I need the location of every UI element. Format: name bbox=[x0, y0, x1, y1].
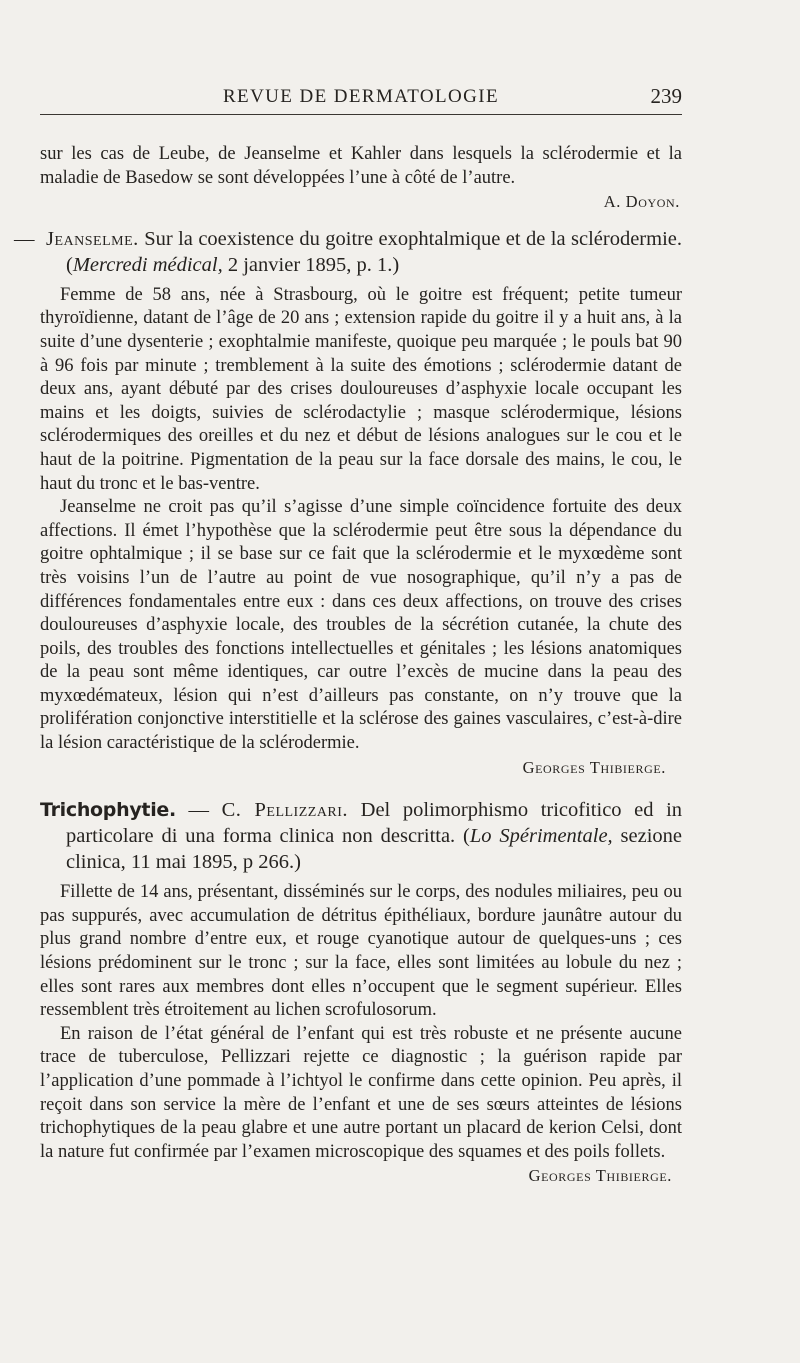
source-journal: Mercredi médical, bbox=[72, 253, 223, 276]
page-body bbox=[14, 143, 683, 1188]
article-paragraph: En raison de l’état général de l’enfant qui est très robuste et ne présente aucune trace de tuberculose, Pellizzari rejette ce diagnostic ; la guérison rapide par l’application d’une pommade à l’ichtyol le confirme dans cette opinion. Peu après, il reçoit dans son service la mère de l’enfant et une de ses sœurs atteintes de lésions trichophytiques de la peau glabre et une autre portant un placard de kerion Celsi, dont la nature fut confirmée par l’examen microscopique des squames et des poils follets. bbox=[40, 1023, 682, 1162]
source-open: ( bbox=[66, 253, 73, 276]
source-journal: Lo Spérimentale, bbox=[469, 825, 613, 848]
intro-paragraph: sur les cas de Leube, de Jeanselme et Kahler dans lesquels la sclérodermie et la maladie de Basedow se sont développées l’une à côté de l’autre. bbox=[40, 144, 682, 188]
heading-dash: — bbox=[188, 799, 210, 822]
source-details: 2 janvier 1895, p. 1.) bbox=[222, 253, 400, 276]
source-details: sezione clinica, 11 mai 1895, p 266.) bbox=[66, 825, 682, 874]
page-header bbox=[40, 84, 682, 115]
signature-doyon: A. Doyon. bbox=[603, 192, 680, 212]
article-paragraph: Fillette de 14 ans, présentant, disséminés sur le corps, des nodules miliaires, peu ou pas suppurés, avec accumulation de détritus épithéliaux, bordure jaunâtre autour du plus grand nombre d’entre eux, et rouge cyanotique autour de quelques-uns ; ces lésions prédominent sur le tronc ; sur la face, elles sont limitées au lobule du nez ; elles sont rares aux membres dont elles n’occupent que le segment supérieur. Elles ressemblent très étroitement au lichen scrofulosorum. bbox=[40, 882, 682, 1021]
source-open: ( bbox=[463, 825, 470, 848]
article-paragraph: Jeanselme ne croit pas qu’il s’agisse d’une simple coïncidence fortuite des deux affections. Il émet l’hypothèse que la sclérodermie peut être sous la dépendance du goitre ophtalmique ; il se base sur ce fait que la sclérodermie et le myxœdème sont très voisins l’un de l’autre au point de vue nosographique, qu’il n’y a pas de différences fondamentales entre eux : dans ces deux affections, on trouve des crises douloureuses d’asphyxie locale, des troubles de la sécrétion cutanée, la chute des poils, des troubles des fonctions intellectuelles et génitales ; les lésions anatomiques de la peau sont même identiques, car outre l’excès de mucine dans la peau des myxœdémateux, lésion qui n’est d’ailleurs pas constante, on n’y trouve que la prolifération conjonctive interstitielle et la sclérose des gaines vasculaires, c’est-à-dire la lésion caractéristique de la sclérodermie. bbox=[40, 497, 682, 754]
article-author: C. Pellizzari. bbox=[221, 799, 349, 822]
page-number: 239 bbox=[650, 84, 682, 108]
article-paragraph: Femme de 58 ans, née à Strasbourg, où le goitre est fréquent; petite tumeur thyroïdienne, datant de l’âge de 20 ans ; extension rapide du goitre il y a huit ans, à la suite d’une dysenterie ; exophtalmie manifeste, quoique peu marquée ; le pouls bat 90 à 96 fois par minute ; tremblement à la suite des émotions ; sclérodermie datant de deux ans, ayant débuté par des crises douloureuses d’asphyxie locale occupant les mains et les doigts, suivies de sclérodactylie ; masque sclérodermique, lésions sclérodermiques des oreilles et du nez et début de lésions analogues sur le cou et le haut de la poitrine. Pigmentation de la peau sur la face dorsale des mains, le cou, le haut du tronc et le bas-ventre. bbox=[40, 284, 682, 494]
section-heading: Trichophytie. bbox=[40, 799, 176, 822]
article-heading-jeanselme: — Jeanselme. Sur la coexistence du goitre exophtalmique et de la sclérodermie. (Mercredi médical, 2 janvier 1895, p. 1.) bbox=[14, 227, 682, 276]
article-heading-pellizzari bbox=[40, 797, 682, 875]
article-title: Del polimorphismo tricofitico ed in particolare di una forma clinica non descritta. bbox=[66, 799, 683, 848]
signature-thibierge: Georges Thibierge. bbox=[522, 757, 666, 777]
article-title: Sur la coexistence du goitre exophtalmique et de la sclérodermie. bbox=[144, 227, 682, 250]
article-author: Jeanselme. bbox=[46, 227, 139, 250]
signature-thibierge: Georges Thibierge. bbox=[528, 1166, 672, 1186]
running-title: REVUE DE DERMATOLOGIE bbox=[222, 86, 500, 107]
